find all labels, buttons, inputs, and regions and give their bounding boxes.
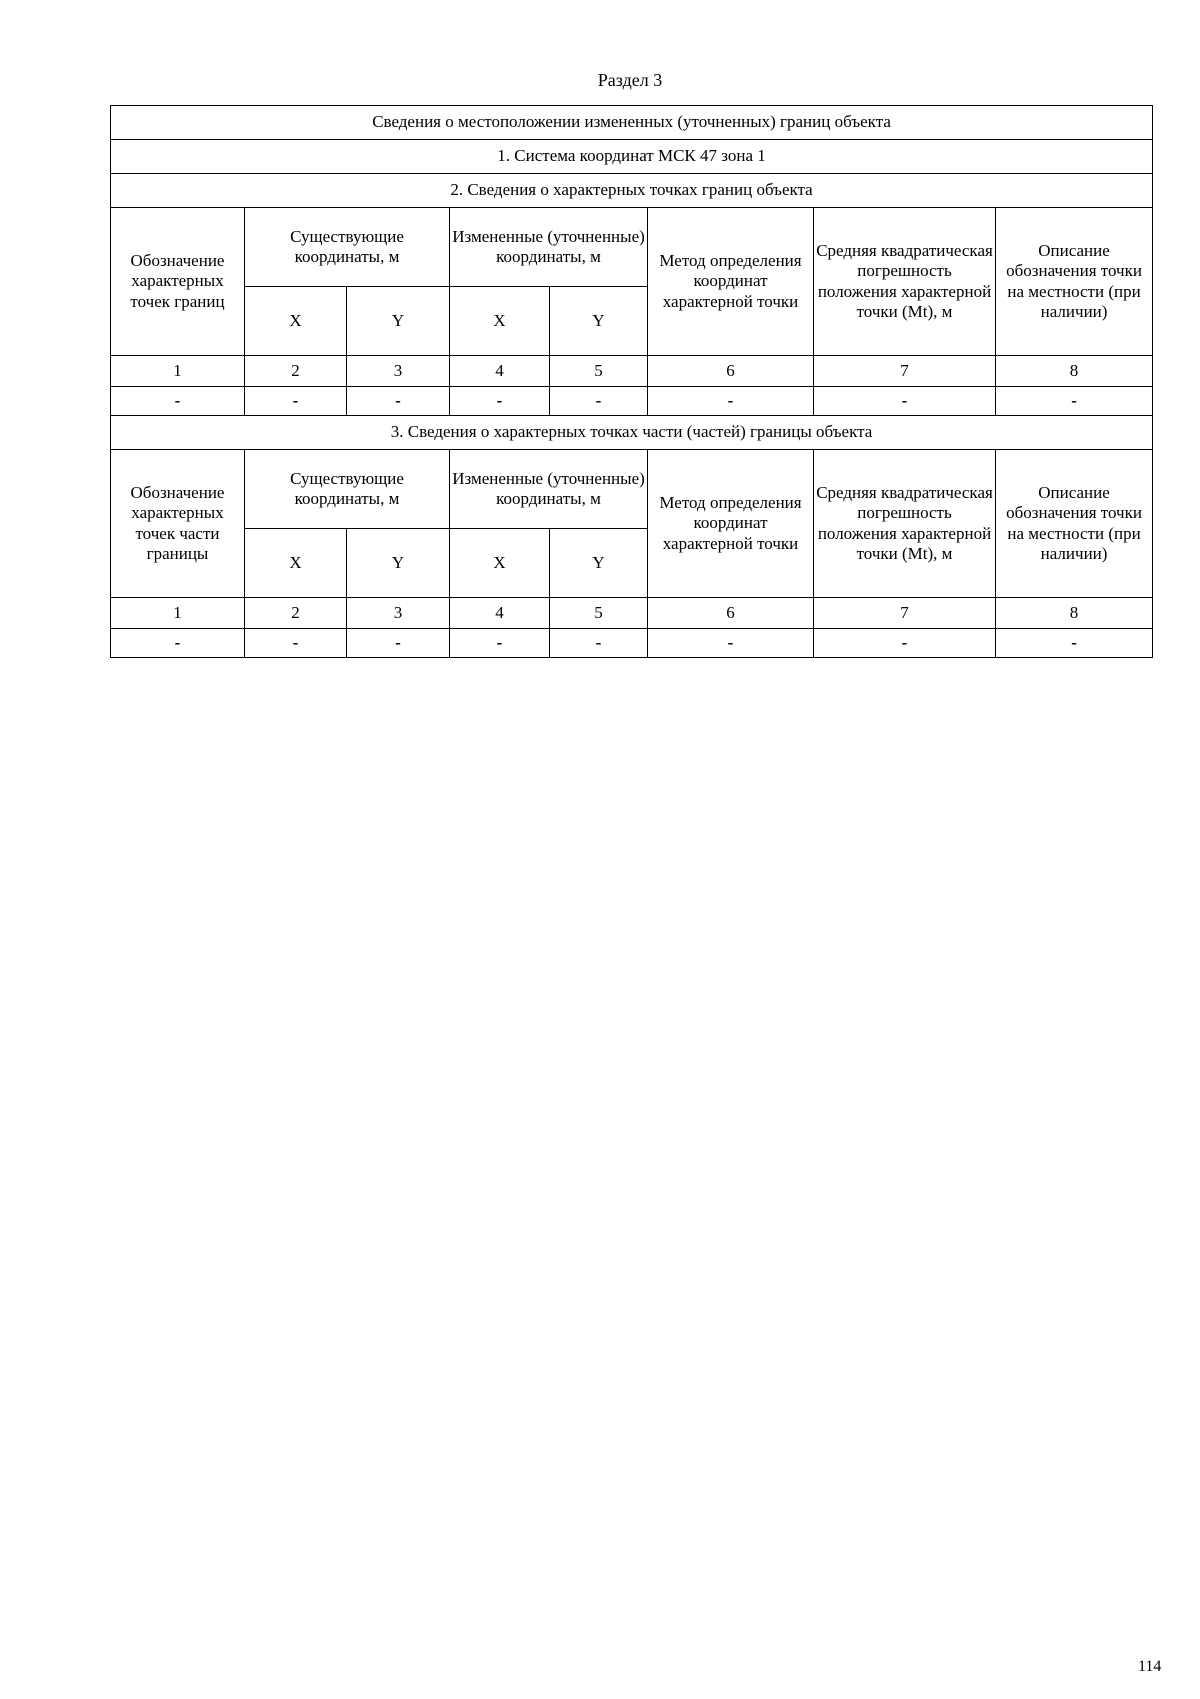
header-changed-coords: Измененные (уточненные) координаты, м [450,450,648,529]
empty-cell: - [550,629,648,658]
header-designation: Обозначение характерных точек части границы [111,450,245,598]
header-x-existing: X [245,529,347,598]
empty-cell: - [648,387,814,416]
section-title: Раздел 3 [597,70,663,90]
table-row [111,387,1153,416]
table-title: Сведения о местоположении измененных (уточненных) границ объекта [111,106,1153,140]
header-y-existing: Y [347,287,450,356]
column-number: 1 [111,356,245,387]
empty-cell: - [111,629,245,658]
table-row [111,598,1153,629]
column-number: 4 [450,356,550,387]
header-error: Средняя квадратическая погрешность положения характерной точки (Mt), м [814,208,996,356]
header-existing-coords: Существующие координаты, м [245,450,450,529]
column-number: 2 [245,356,347,387]
header-existing-coords: Существующие координаты, м [245,208,450,287]
empty-cell: - [111,387,245,416]
column-number: 6 [648,356,814,387]
table-row [111,356,1153,387]
empty-cell: - [648,629,814,658]
column-number: 8 [996,598,1153,629]
empty-cell: - [347,387,450,416]
empty-cell: - [814,629,996,658]
column-number: 5 [550,356,648,387]
empty-cell: - [450,387,550,416]
column-number: 6 [648,598,814,629]
empty-cell: - [996,629,1153,658]
column-number: 5 [550,598,648,629]
header-y-existing: Y [347,529,450,598]
empty-cell: - [245,629,347,658]
column-number: 7 [814,356,996,387]
header-y-changed: Y [550,287,648,356]
empty-cell: - [550,387,648,416]
empty-cell: - [814,387,996,416]
column-number: 4 [450,598,550,629]
header-description: Описание обозначения точки на местности (при наличии) [996,208,1153,356]
column-number: 3 [347,598,450,629]
boundary-table [110,105,1153,658]
page-number: 114 [1138,1658,1162,1675]
empty-cell: - [450,629,550,658]
empty-cell: - [245,387,347,416]
header-x-changed: X [450,287,550,356]
column-number: 3 [347,356,450,387]
empty-cell: - [347,629,450,658]
header-x-existing: X [245,287,347,356]
column-number: 1 [111,598,245,629]
header-error: Средняя квадратическая погрешность положения характерной точки (Mt), м [814,450,996,598]
block1-heading: 2. Сведения о характерных точках границ объекта [111,174,1153,208]
empty-cell: - [996,387,1153,416]
column-number: 7 [814,598,996,629]
header-x-changed: X [450,529,550,598]
header-designation: Обозначение характерных точек границ [111,208,245,356]
coord-system: 1. Система координат МСК 47 зона 1 [111,140,1153,174]
column-number: 8 [996,356,1153,387]
column-number: 2 [245,598,347,629]
block2-heading: 3. Сведения о характерных точках части (частей) границы объекта [111,416,1153,450]
header-method: Метод определения координат характерной точки [648,450,814,598]
header-method: Метод определения координат характерной точки [648,208,814,356]
header-y-changed: Y [550,529,648,598]
table-row [111,629,1153,658]
header-changed-coords: Измененные (уточненные) координаты, м [450,208,648,287]
header-description: Описание обозначения точки на местности (при наличии) [996,450,1153,598]
